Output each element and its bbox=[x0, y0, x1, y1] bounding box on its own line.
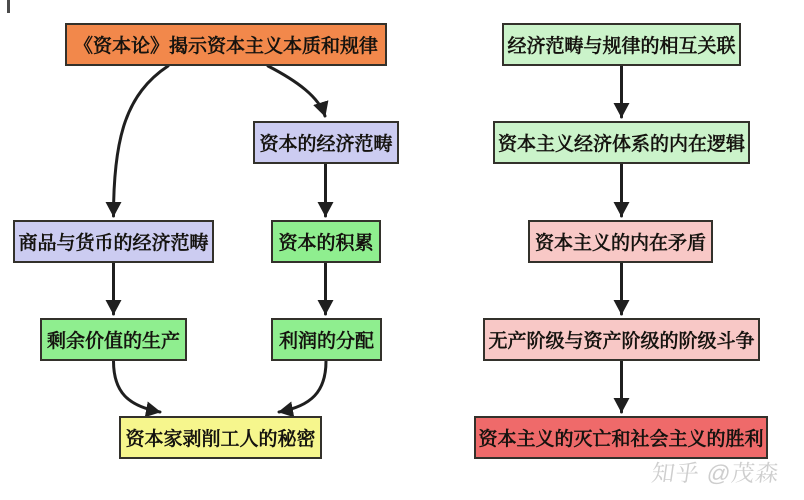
node-capitalist-system-inner-logic: 资本主义经济体系的内在逻辑 bbox=[493, 121, 750, 164]
node-categories-laws-interrelation: 经济范畴与规律的相互关联 bbox=[502, 23, 741, 66]
stray-mark bbox=[7, 0, 10, 13]
node-capital-accumulation: 资本的积累 bbox=[271, 220, 381, 263]
edge-surplus-to-secret bbox=[114, 361, 161, 412]
zhihu-watermark: 知乎 @茂森 bbox=[649, 460, 782, 486]
node-capital-economic-categories: 资本的经济范畴 bbox=[253, 121, 399, 164]
node-surplus-value-production: 剩余价值的生产 bbox=[40, 318, 187, 361]
node-commodity-money-categories: 商品与货币的经济范畴 bbox=[13, 220, 214, 263]
node-class-struggle: 无产阶级与资产阶级的阶级斗争 bbox=[483, 318, 760, 361]
node-capitalism-demise-socialism-victory: 资本主义的灭亡和社会主义的胜利 bbox=[474, 416, 768, 459]
edge-kapital-to-capital-categories bbox=[268, 66, 325, 116]
node-capitalism-inner-contradiction: 资本主义的内在矛盾 bbox=[528, 220, 713, 263]
edge-profit-to-secret bbox=[279, 361, 326, 412]
node-das-kapital: 《资本论》揭示资本主义本质和规律 bbox=[65, 23, 387, 66]
node-exploitation-secret: 资本家剥削工人的秘密 bbox=[119, 416, 322, 459]
edge-kapital-to-commodity bbox=[114, 66, 169, 216]
node-profit-distribution: 利润的分配 bbox=[271, 318, 382, 361]
